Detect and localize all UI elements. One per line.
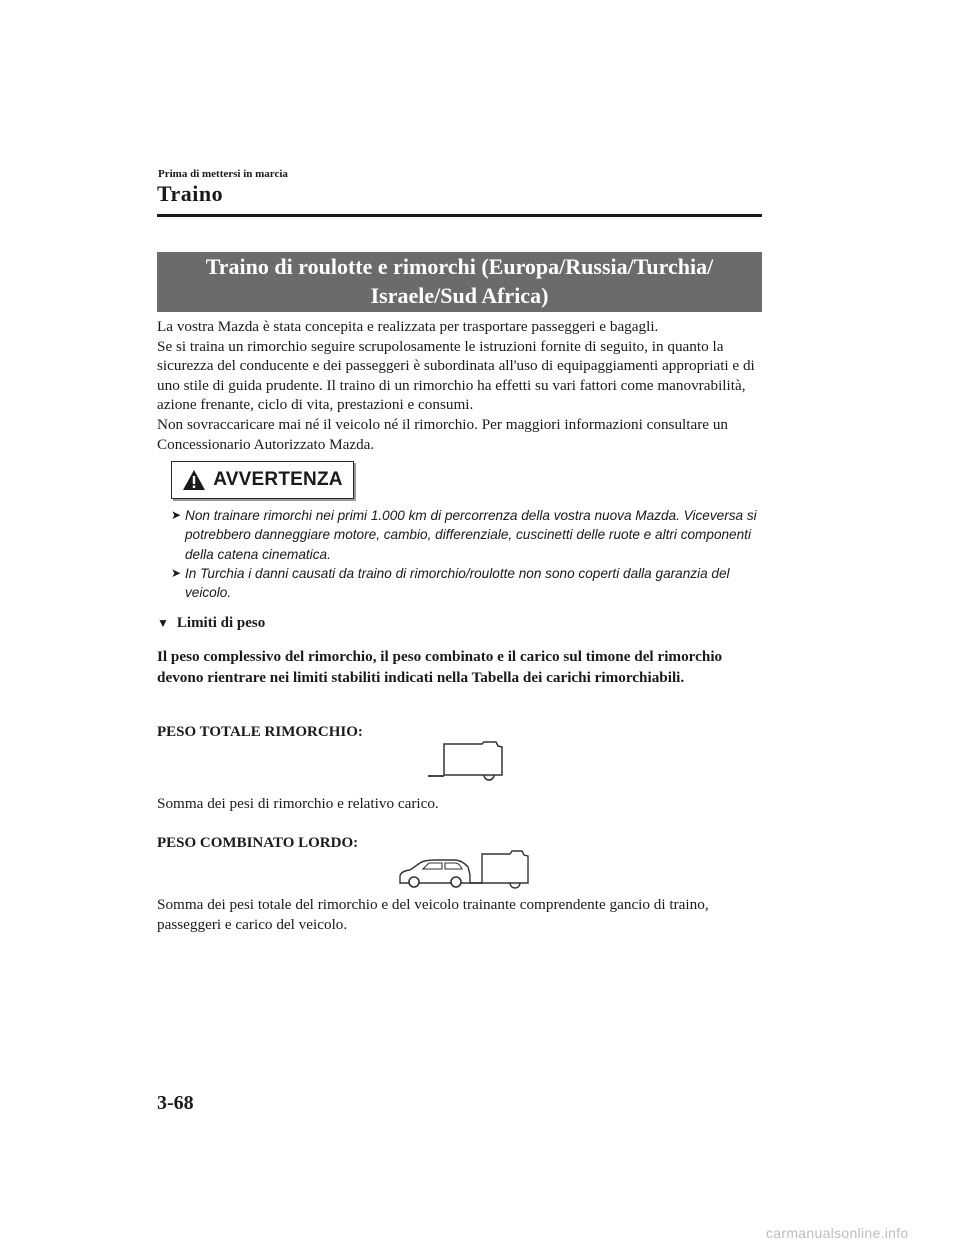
combined-weight-description: Somma dei pesi totale del rimorchio e del veicolo trainante comprendente gancio di traino, passeggeri e carico del veicolo. (157, 896, 709, 933)
intro-paragraph: Non sovraccaricare mai né il veicolo né il rimorchio. Per maggiori informazioni consultare un Concessionario Autorizzato Mazda. (157, 415, 729, 453)
banner-line-2: Israele/Sud Africa) (370, 283, 549, 308)
arrow-right-icon: ➤ (171, 508, 182, 522)
trailer-icon (424, 741, 506, 781)
weight-limits-title: Limiti di peso (176, 615, 266, 631)
intro-text (157, 317, 762, 454)
trailer-weight-description: Somma dei pesi di rimorchio e relativo carico. (157, 795, 439, 812)
warning-item-text: In Turchia i danni causati da traino di rimorchio/roulotte non sono coperti dalla garanzia del veicolo. (185, 565, 730, 601)
trailer-weight-label: PESO TOTALE RIMORCHIO: (157, 724, 363, 740)
chapter-title: Traino (157, 181, 224, 206)
watermark: carmanualsonline.info (766, 1225, 909, 1241)
weight-limits-heading (157, 615, 265, 632)
intro-paragraph: Se si traina un rimorchio seguire scrupolosamente le istruzioni fornite di seguito, in quanto la sicurezza del conducente e dei passeggeri è subordinata all'uso di equipaggiamenti appropriati e di uno stile di guida prudente. Il traino di un rimorchio ha effetti su vari fattori come manovrabilità, azione frenante, ciclo di vita, prestazioni e consumi. (157, 337, 755, 414)
warning-label: AVVERTENZA (213, 469, 343, 490)
warning-list (171, 506, 771, 602)
car-with-trailer-icon (396, 849, 532, 889)
section-label: Prima di mettersi in marcia (158, 168, 288, 180)
warning-item-text: Non trainare rimorchi nei primi 1.000 km di percorrenza della vostra nuova Mazda. Viceversa si potrebbero danneggiare motore, cambio, differenziale, cuscinetti delle ruote e altri componenti della catena cinematica. (185, 508, 757, 562)
warning-item (171, 506, 771, 564)
page-number: 3-68 (157, 1092, 194, 1114)
warning-item (171, 564, 771, 603)
triangle-down-icon: ▼ (157, 616, 169, 630)
chapter-divider (157, 214, 762, 217)
arrow-right-icon: ➤ (171, 565, 182, 580)
weight-summary: Il peso complessivo del rimorchio, il peso combinato e il carico sul timone del rimorchio devono rientrare nei limiti stabiliti indicati nella Tabella dei carichi rimorchiabili. (157, 648, 723, 686)
combined-weight-label: PESO COMBINATO LORDO: (157, 835, 359, 851)
warning-triangle-icon (182, 469, 206, 491)
section-banner (157, 252, 762, 312)
banner-line-1: Traino di roulotte e rimorchi (Europa/Russia/Turchia/ (205, 254, 714, 279)
warning-box (171, 461, 354, 499)
intro-paragraph: La vostra Mazda è stata concepita e realizzata per trasportare passeggeri e bagagli. (157, 318, 659, 335)
